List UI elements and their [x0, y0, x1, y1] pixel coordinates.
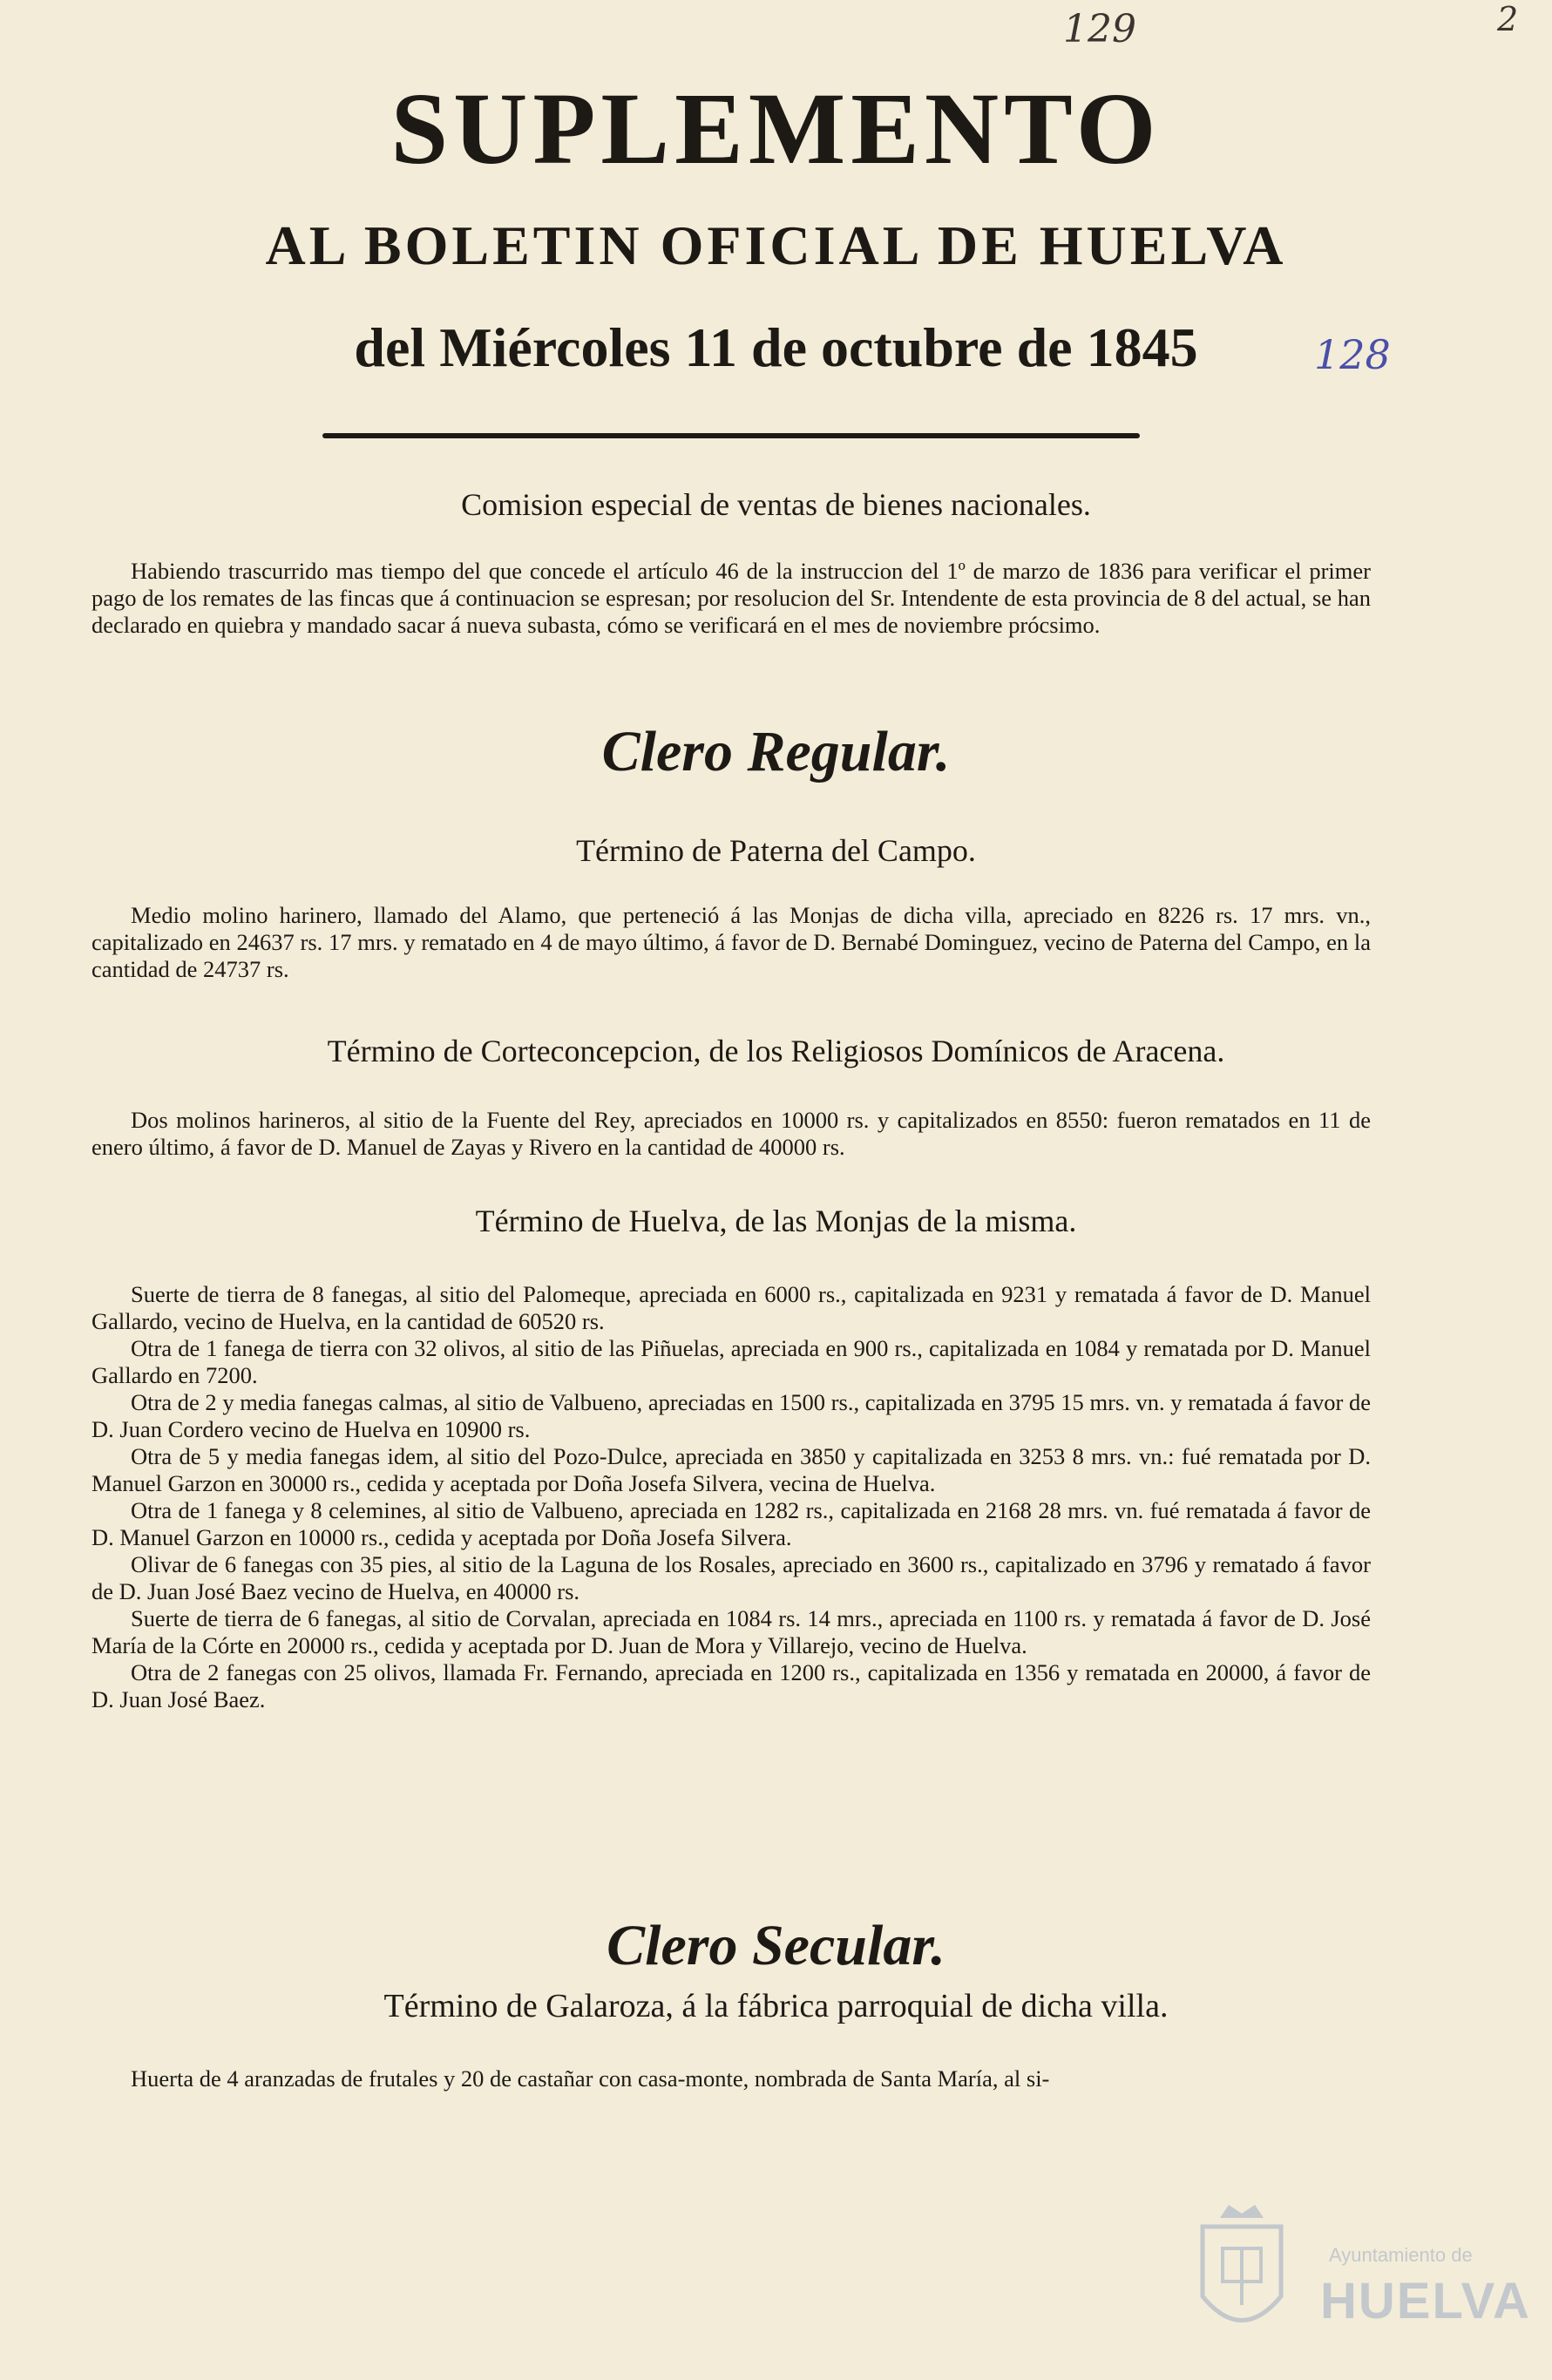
corte-paragraph: Dos molinos harineros, al sitio de la Fuente del Rey, apreciados en 10000 rs. y capitalizados en 8550: fueron rematados en 11 de enero último, á favor de D. Manuel de Zayas y Rivero en la cantidad de 40000 rs.: [91, 1107, 1371, 1160]
list-item: Olivar de 6 fanegas con 35 pies, al sitio de la Laguna de los Rosales, apreciado en 3600 rs., capitalizado en 3796 y rematado á favor de D. Juan José Baez vecino de Huelva, en 40000 rs.: [91, 1551, 1371, 1604]
document-subtitle: AL BOLETIN OFICIAL DE HUELVA: [265, 214, 1287, 276]
term-corte-heading: Término de Corteconcepcion, de los Religiosos Domínicos de Aracena.: [327, 1034, 1225, 1068]
document-title: SUPLEMENTO: [390, 71, 1162, 186]
term-huelva-heading: Término de Huelva, de las Monjas de la misma.: [475, 1204, 1077, 1238]
municipal-watermark-stamp: [1189, 2200, 1531, 2357]
document-date: del Miércoles 11 de octubre de 1845: [354, 316, 1198, 378]
coat-of-arms-icon: [1189, 2200, 1294, 2349]
list-item: Otra de 1 fanega y 8 celemines, al sitio de Valbueno, apreciada en 1282 rs., capitalizada en 2168 28 mrs. vn. fué rematada á favor de D. Manuel Garzon en 10000 rs., cedida y aceptada por Doña Josefa Silvera.: [91, 1497, 1371, 1550]
huelva-items-list: [91, 1281, 1371, 1713]
folio-number-top: 129: [1063, 7, 1136, 51]
term-paterna-heading: Término de Paterna del Campo.: [576, 833, 976, 868]
list-item: Otra de 2 y media fanegas calmas, al sitio de Valbueno, apreciadas en 1500 rs., capitalizada en 3795 15 mrs. vn. y rematada á favor de D. Juan Cordero vecino de Huelva en 10900 rs.: [91, 1389, 1371, 1442]
stamp-name: HUELVA: [1320, 2273, 1531, 2329]
list-item: Suerte de tierra de 6 fanegas, al sitio de Corvalan, apreciada en 1084 rs. 14 mrs., apreciada en 1100 rs. y rematada á favor de D. José María de la Córte en 20000 rs., cedida y aceptada por D. Juan de Mora y Villarejo, vecino de Huelva.: [91, 1605, 1371, 1658]
section-clero-regular: Clero Regular.: [601, 720, 951, 783]
stamp-label: Ayuntamiento de: [1329, 2244, 1473, 2266]
folio-number-corner: 2: [1497, 0, 1519, 38]
list-item: Otra de 2 fanegas con 25 olivos, llamada Fr. Fernando, apreciada en 1200 rs., capitalizada en 1356 y rematada en 20000, á favor de D. Juan José Baez.: [91, 1659, 1371, 1712]
header-divider: [322, 433, 1140, 438]
commission-heading: Comision especial de ventas de bienes nacionales.: [461, 487, 1091, 522]
folio-number-side: 128: [1314, 331, 1391, 378]
list-item: Otra de 5 y media fanegas idem, al sitio del Pozo-Dulce, apreciada en 3850 y capitalizada en 3253 8 mrs. vn.: fué rematada por D. Manuel Garzon en 30000 rs., cedida y aceptada por Doña Josefa Silvera, vecina de Huelva.: [91, 1443, 1371, 1496]
paterna-paragraph: Medio molino harinero, llamado del Alamo, que perteneció á las Monjas de dicha villa, apreciado en 8226 rs. 17 mrs. vn., capitalizado en 24637 rs. 17 mrs. y rematado en 4 de mayo último, á favor de D. Bernabé Dominguez, vecino de Paterna del Campo, en la cantidad de 24737 rs.: [91, 902, 1371, 982]
list-item: Suerte de tierra de 8 fanegas, al sitio del Palomeque, apreciada en 6000 rs., capitalizada en 9231 y rematada á favor de D. Manuel Gallardo, vecino de Huelva, en la cantidad de 60520 rs.: [91, 1281, 1371, 1334]
intro-paragraph: Habiendo trascurrido mas tiempo del que concede el artículo 46 de la instruccion del 1º de marzo de 1836 para verificar el primer pago de los remates de las fincas que á continuacion se espresan; por resolucion del Sr. Intendente de esta provincia de 8 del actual, se han declarado en quiebra y mandado sacar á nueva subasta, cómo se verificará en el mes de noviembre prócsimo.: [91, 558, 1371, 638]
term-galaroza-heading: Término de Galaroza, á la fábrica parroquial de dicha villa.: [383, 1988, 1169, 2024]
list-item: Otra de 1 fanega de tierra con 32 olivos, al sitio de las Piñuelas, apreciada en 900 rs., capitalizada en 1084 y rematada por D. Manuel Gallardo en 7200.: [91, 1335, 1371, 1388]
galaroza-paragraph: Huerta de 4 aranzadas de frutales y 20 de castañar con casa-monte, nombrada de Santa María, al si-: [131, 2065, 1050, 2092]
section-clero-secular: Clero Secular.: [607, 1914, 945, 1977]
